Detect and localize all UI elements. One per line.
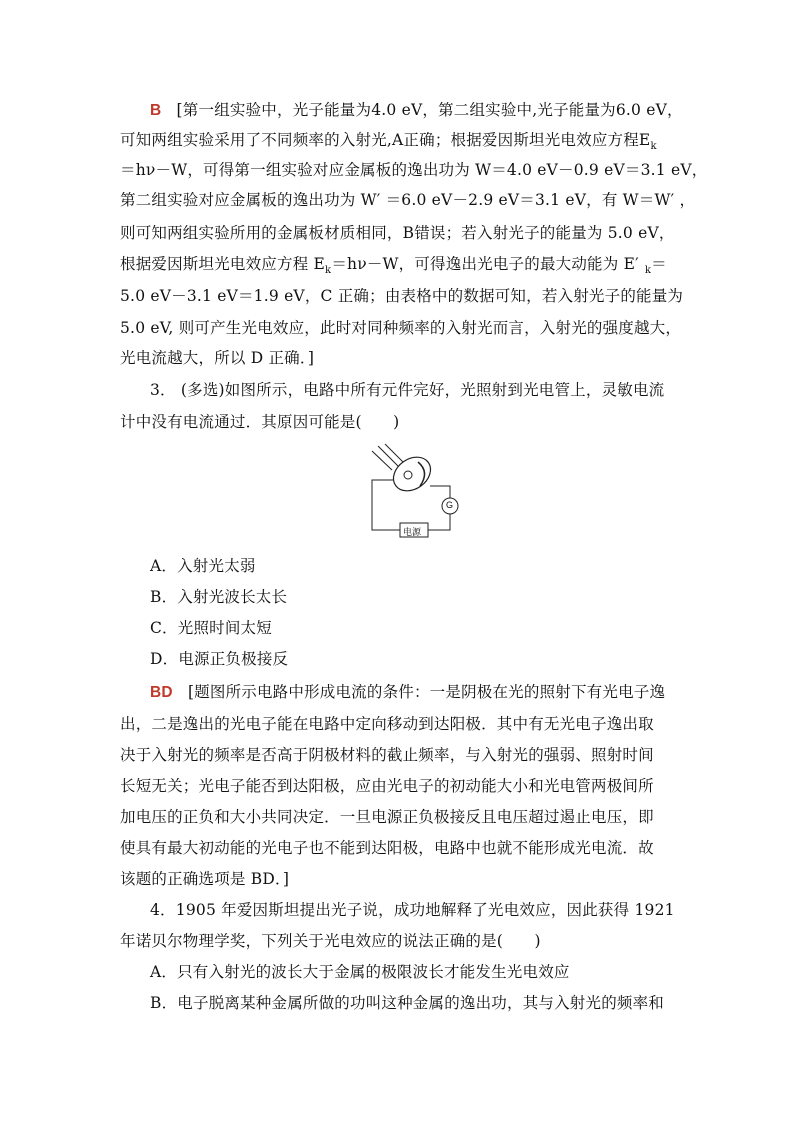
galvanometer-label: G [446,500,454,510]
answer-paragraph-line [150,98,710,120]
answer-paragraph-line: 加电压的正负和大小共同决定．一旦电源正负极接反且电压超过遏止电压，即 [120,808,654,826]
text: [第一组实验中，光子能量为4.0 eV，第二组实验中,光子能量为6.0 eV， [176,101,683,119]
question-stem: 4．1905 年爱因斯坦提出光子说，成功地解释了光电效应，因此获得 1921 [150,901,675,919]
option-a: A．入射光太弱 [150,557,256,575]
subscript: k [650,141,657,153]
answer-paragraph-line: 光电流越大，所以 D 正确．] [120,349,315,367]
answer-paragraph-line: ＝hν－W，可得第一组实验对应金属板的逸出功为 W＝4.0 eV－0.9 eV＝3.1 eV， [120,161,708,179]
text: [题图所示电路中形成电流的条件：一是阴极在光的照射下有光电子逸 [187,683,666,701]
answer-paragraph-line: 出，二是逸出的光电子能在电路中定向移动到达阳极．其中有无光电子逸出取 [120,715,654,733]
text: 根据爱因斯坦光电效应方程 E [120,255,326,273]
subscript: k [644,265,652,277]
power-source-label: 电源 [403,528,422,538]
option-a: A．只有入射光的波长大于金属的极限波长才能发生光电效应 [150,963,570,981]
option-d: D．电源正负极接反 [150,650,289,668]
answer-paragraph-line: 5.0 eV, 则可产生光电效应，此时对同种频率的入射光而言，入射光的强度越大， [120,319,682,337]
text: ＝hν－W，可得逸出光电子的最大动能为 E′ [331,255,639,273]
answer-paragraph-line: 则可知两组实验所用的金属板材质相同，B错误；若入射光子的能量为 5.0 eV， [120,224,675,242]
text: 可知两组实验采用了不同频率的入射光,A正确；根据爱因斯坦光电效应方程E [120,131,651,149]
option-b: B．电子脱离某种金属所做的功叫这种金属的逸出功，其与入射光的频率和 [150,994,664,1012]
question-stem: 年诺贝尔物理学奖，下列关于光电效应的说法正确的是( ) [120,932,541,950]
answer-paragraph-line: 5.0 eV－3.1 eV＝1.9 eV，C 正确；由表格中的数据可知，若入射光子的能量为 [120,287,684,305]
answer-paragraph-line [120,252,680,276]
text: ＝ [651,255,667,273]
answer-paragraph-line [150,680,710,702]
subscript: k [325,265,332,277]
answer-label: B [150,102,162,119]
answer-label: BD [150,684,173,701]
circuit-diagram [360,442,470,542]
answer-paragraph-line [120,128,680,152]
question-stem: 3． (多选)如图所示，电路中所有元件完好，光照射到光电管上，灵敏电流 [150,381,665,399]
answer-paragraph-line: 第二组实验对应金属板的逸出功为 W′ ＝6.0 eV－2.9 eV＝3.1 eV，有 W＝W′ ， [120,191,696,209]
answer-paragraph-line: 长短无关；光电子能否到达阳极，应由光电子的初动能大小和光电管两极间所 [120,777,654,795]
answer-paragraph-line: 决于入射光的频率是否高于阴极材料的截止频率，与入射光的强弱、照射时间 [120,746,654,764]
question-stem: 计中没有电流通过．其原因可能是( ) [120,413,400,431]
option-c: C．光照时间太短 [150,619,272,637]
answer-paragraph-line: 该题的正确选项是 BD．] [120,870,290,888]
answer-paragraph-line: 使具有最大初动能的光电子也不能到达阳极，电路中也就不能形成光电流．故 [120,839,654,857]
option-b: B．入射光波长太长 [150,588,288,606]
